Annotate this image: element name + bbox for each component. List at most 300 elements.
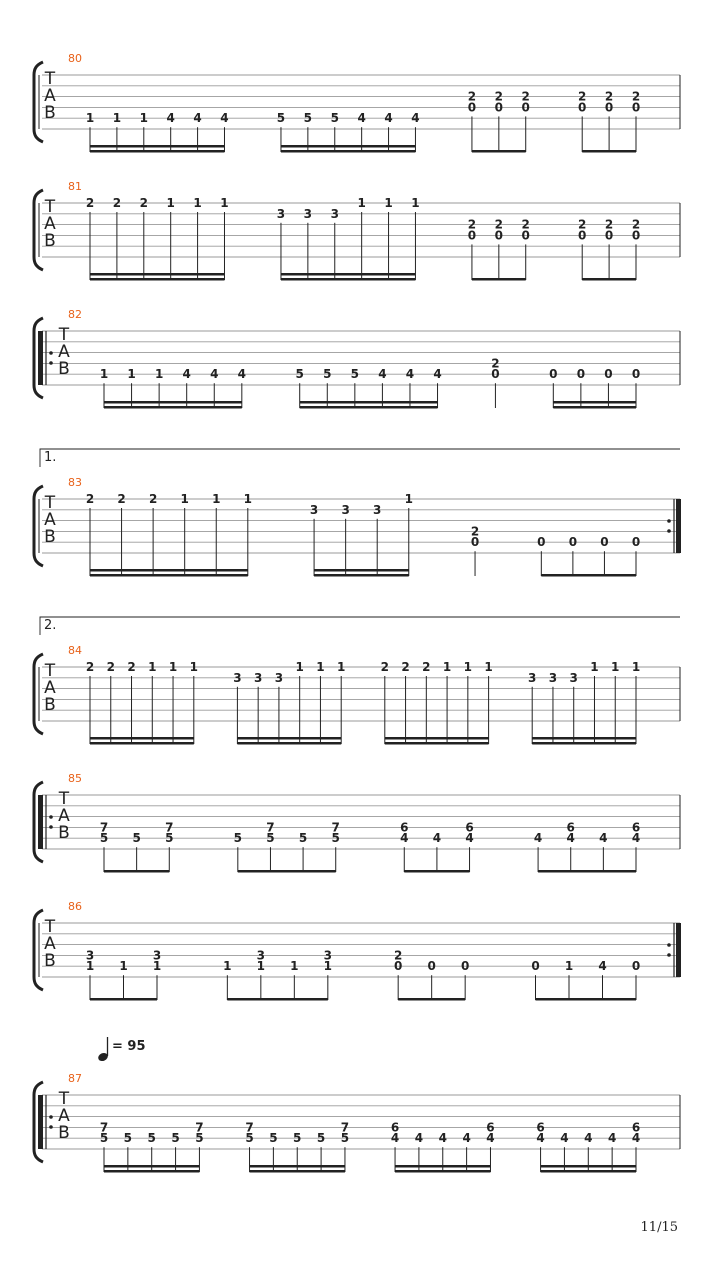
fret-number: 7 — [99, 820, 109, 835]
beam-group — [468, 90, 530, 153]
fret-number: 5 — [165, 831, 174, 846]
beam-group — [100, 367, 246, 408]
fret-number: 6 — [566, 820, 575, 835]
fret-number: 5 — [340, 1131, 350, 1146]
beam — [541, 1165, 636, 1168]
fret-number: 4 — [465, 831, 474, 846]
tempo-marking — [97, 1037, 146, 1063]
beam — [314, 569, 409, 572]
beam — [90, 569, 248, 572]
beam-group — [578, 218, 640, 281]
beam — [532, 737, 636, 740]
beam — [582, 150, 636, 153]
tab-system — [34, 308, 680, 409]
fret-number: 4 — [438, 1131, 447, 1146]
fret-number: 2 — [467, 217, 477, 232]
beam-group — [310, 492, 413, 577]
beam — [404, 870, 469, 873]
fret-number: 0 — [521, 100, 530, 115]
beam-group — [86, 196, 229, 281]
fret-number: 2 — [380, 660, 389, 674]
beam — [90, 742, 194, 745]
beam — [582, 278, 636, 281]
beam — [281, 150, 415, 153]
fret-number: 2 — [578, 89, 587, 104]
tab-clef-letter: T — [44, 493, 56, 513]
repeat-dot — [49, 361, 53, 365]
fret-number: 1 — [411, 196, 420, 210]
repeat-dot — [49, 1115, 53, 1119]
beam — [104, 870, 169, 873]
beam — [104, 401, 242, 404]
beam — [90, 150, 224, 153]
beam — [90, 145, 224, 148]
fret-number: 1 — [119, 959, 128, 974]
fret-number: 5 — [245, 1131, 254, 1146]
fret-number: 4 — [631, 1131, 641, 1146]
beam-group — [100, 820, 174, 872]
fret-number: 4 — [210, 367, 219, 382]
fret-number: 5 — [195, 1131, 204, 1146]
page-number: 11/15 — [640, 1220, 678, 1235]
fret-number: 1 — [189, 660, 198, 674]
beam — [472, 278, 526, 281]
fret-number: 1 — [127, 367, 136, 382]
fret-number: 7 — [245, 1120, 254, 1135]
fret-number: 2 — [604, 89, 614, 104]
fret-number: 4 — [433, 367, 442, 382]
fret-number: 3 — [309, 502, 319, 517]
fret-number: 1 — [212, 492, 221, 506]
tab-clef-letter: T — [44, 917, 56, 937]
fret-number: 2 — [148, 492, 158, 506]
fret-number: 0 — [393, 959, 403, 974]
fret-number: 2 — [467, 89, 477, 104]
fret-number: 6 — [400, 820, 409, 835]
fret-number: 5 — [293, 1131, 302, 1146]
beam — [541, 574, 636, 577]
fret-number: 2 — [117, 492, 126, 506]
repeat-end-thick-bar — [676, 499, 681, 553]
tab-clef-letter: A — [44, 214, 56, 234]
repeat-dot — [667, 519, 671, 523]
fret-number: 1 — [463, 660, 473, 674]
beam-group — [100, 1120, 204, 1172]
fret-number: 5 — [132, 831, 141, 846]
fret-number: 1 — [99, 367, 109, 382]
fret-number: 4 — [560, 1131, 569, 1146]
fret-number: 0 — [576, 367, 586, 382]
repeat-dot — [667, 943, 671, 947]
tab-clef-letter: B — [44, 231, 56, 251]
fret-number: 2 — [521, 217, 530, 232]
measure-number: 85 — [68, 772, 82, 785]
fret-number: 5 — [350, 367, 360, 382]
repeat-dot — [667, 529, 671, 533]
measure-number: 80 — [68, 52, 82, 65]
fret-number: 1 — [564, 959, 574, 974]
beam — [395, 1165, 490, 1168]
fret-number: 0 — [568, 535, 578, 550]
tab-clef-letter: A — [44, 86, 56, 106]
fret-number: 0 — [604, 367, 613, 382]
tab-clef-letter: A — [44, 678, 56, 698]
beam — [104, 406, 242, 409]
fret-number: 1 — [166, 196, 175, 210]
fret-number: 1 — [384, 196, 393, 210]
fret-number: 1 — [193, 196, 202, 210]
fret-number: 5 — [331, 831, 340, 846]
beam-group — [528, 660, 640, 745]
fret-number: 6 — [536, 1120, 545, 1135]
beam — [472, 150, 526, 153]
beam-group — [536, 1120, 640, 1172]
fret-number: 2 — [470, 524, 480, 539]
fret-number: 5 — [295, 367, 304, 382]
fret-number: 4 — [357, 111, 366, 126]
fret-number: 6 — [631, 820, 641, 835]
fret-number: 2 — [491, 356, 500, 371]
fret-number: 2 — [401, 660, 410, 674]
repeat-start-thick-bar — [38, 331, 43, 385]
fret-number: 0 — [578, 100, 587, 115]
beam — [398, 998, 465, 1001]
fret-number: 5 — [99, 1131, 109, 1146]
fret-number: 4 — [414, 1131, 424, 1146]
fret-number: 1 — [316, 660, 325, 674]
fret-number: 2 — [393, 948, 403, 963]
fret-number: 0 — [578, 228, 587, 243]
beam — [90, 998, 157, 1001]
fret-number: 7 — [195, 1120, 204, 1135]
beam — [104, 1165, 199, 1168]
fret-number: 6 — [390, 1120, 400, 1135]
fret-number: 4 — [384, 111, 393, 126]
beam — [385, 737, 489, 740]
beam-group — [381, 660, 493, 745]
fret-number: 2 — [106, 660, 115, 674]
fret-number: 1 — [223, 959, 232, 974]
beam — [385, 742, 489, 745]
fret-number: 2 — [578, 217, 587, 232]
measure-number: 84 — [68, 644, 82, 657]
fret-number: 0 — [604, 100, 614, 115]
fret-number: 0 — [427, 959, 436, 974]
tab-clef-letter: T — [58, 325, 70, 345]
beam — [536, 998, 636, 1001]
fret-number: 1 — [139, 111, 148, 126]
fret-number: 0 — [531, 959, 540, 974]
fret-number: 4 — [182, 367, 191, 382]
fret-number: 1 — [180, 492, 189, 506]
volta-bracket — [40, 617, 680, 635]
fret-number: 1 — [611, 660, 620, 674]
fret-number: 0 — [521, 228, 530, 243]
fret-number: 5 — [298, 831, 308, 846]
fret-number: 2 — [631, 89, 641, 104]
tab-system — [34, 617, 680, 745]
fret-number: 4 — [607, 1131, 617, 1146]
beam — [237, 737, 341, 740]
tab-clef-letter: T — [44, 69, 56, 89]
beam-group — [86, 111, 229, 152]
fret-number: 5 — [316, 1131, 326, 1146]
fret-number: 4 — [598, 959, 607, 974]
tab-clef-letter: B — [58, 1123, 70, 1143]
fret-number: 0 — [604, 228, 614, 243]
fret-number: 4 — [378, 367, 387, 382]
repeat-dot — [49, 1125, 53, 1129]
fret-number: 3 — [85, 948, 95, 963]
fret-number: 3 — [373, 502, 382, 517]
beam — [541, 1170, 636, 1173]
beam — [90, 273, 224, 276]
volta-bracket — [40, 449, 680, 467]
fret-number: 4 — [536, 1131, 545, 1146]
fret-number: 4 — [533, 831, 543, 846]
fret-number: 0 — [467, 228, 477, 243]
beam — [281, 278, 415, 281]
fret-number: 4 — [405, 367, 415, 382]
beam — [90, 737, 194, 740]
beam — [281, 145, 415, 148]
fret-number: 1 — [295, 660, 304, 674]
measure-number: 82 — [68, 308, 82, 321]
beam — [532, 742, 636, 745]
beam-group — [245, 1120, 349, 1172]
fret-number: 4 — [566, 831, 575, 846]
beam — [90, 574, 248, 577]
tab-system — [34, 900, 681, 1001]
fret-number: 2 — [494, 217, 504, 232]
tab-clef-letter: A — [58, 806, 70, 826]
beam-group — [471, 524, 479, 576]
beam — [90, 278, 224, 281]
beam-group — [391, 1120, 495, 1172]
tab-clef-letter: B — [58, 359, 70, 379]
fret-number: 5 — [269, 1131, 278, 1146]
fret-number: 2 — [139, 196, 148, 210]
fret-number: 3 — [276, 206, 286, 221]
fret-number: 3 — [330, 206, 339, 221]
fret-number: 0 — [494, 228, 504, 243]
fret-number: 3 — [233, 670, 242, 685]
fret-number: 1 — [323, 959, 333, 974]
beam — [314, 574, 409, 577]
fret-number: 0 — [631, 959, 641, 974]
beam — [104, 1170, 199, 1173]
volta-label: 2. — [44, 618, 57, 633]
fret-number: 1 — [112, 111, 122, 126]
fret-number: 0 — [631, 228, 641, 243]
repeat-start-thick-bar — [38, 1095, 43, 1149]
tab-clef-letter: T — [58, 1089, 70, 1109]
fret-number: 1 — [337, 660, 346, 674]
fret-number: 4 — [599, 831, 608, 846]
fret-number: 4 — [411, 111, 420, 126]
tab-system — [34, 52, 680, 153]
fret-number: 3 — [323, 948, 333, 963]
fret-number: 0 — [467, 100, 477, 115]
fret-number: 1 — [442, 660, 452, 674]
fret-number: 4 — [486, 1131, 495, 1146]
fret-number: 1 — [148, 660, 157, 674]
beam — [395, 1170, 490, 1173]
repeat-dot — [49, 825, 53, 829]
fret-number: 1 — [484, 660, 493, 674]
tab-clef-letter: B — [44, 527, 56, 547]
beam-group — [86, 492, 252, 577]
tab-system — [34, 449, 681, 577]
beam-group — [277, 111, 420, 152]
tempo-bpm: = 95 — [112, 1039, 146, 1054]
fret-number: 1 — [631, 660, 641, 674]
beam — [237, 742, 341, 745]
fret-number: 6 — [631, 1120, 641, 1135]
fret-number: 1 — [256, 959, 266, 974]
repeat-dot — [49, 815, 53, 819]
beam — [300, 401, 438, 404]
fret-number: 3 — [274, 670, 284, 685]
fret-number: 6 — [486, 1120, 495, 1135]
beam — [227, 998, 327, 1001]
fret-number: 3 — [548, 670, 558, 685]
beam — [250, 1165, 345, 1168]
fret-number: 7 — [266, 820, 275, 835]
fret-number: 0 — [600, 535, 609, 550]
fret-number: 3 — [341, 502, 350, 517]
beam-group — [233, 660, 345, 745]
beam-group — [468, 218, 530, 281]
fret-number: 5 — [323, 367, 332, 382]
fret-number: 0 — [460, 959, 470, 974]
fret-number: 5 — [171, 1131, 180, 1146]
measure-number: 86 — [68, 900, 82, 913]
fret-number: 5 — [147, 1131, 156, 1146]
fret-number: 0 — [470, 535, 480, 550]
fret-number: 0 — [494, 100, 504, 115]
fret-number: 5 — [123, 1131, 133, 1146]
fret-number: 4 — [432, 831, 442, 846]
tab-clef-letter: T — [44, 197, 56, 217]
fret-number: 1 — [85, 111, 95, 126]
beam-group — [223, 948, 332, 1000]
fret-number: 7 — [99, 1120, 109, 1135]
beam-group — [296, 367, 442, 408]
fret-number: 2 — [521, 89, 530, 104]
fret-number: 7 — [340, 1120, 350, 1135]
beam-group — [537, 535, 640, 576]
fret-number: 2 — [494, 89, 504, 104]
fret-number: 0 — [537, 535, 546, 550]
fret-number: 5 — [330, 111, 339, 126]
fret-number: 4 — [390, 1131, 400, 1146]
fret-number: 4 — [237, 367, 247, 382]
fret-number: 1 — [243, 492, 252, 506]
fret-number: 1 — [85, 959, 95, 974]
fret-number: 4 — [193, 111, 202, 126]
fret-number: 1 — [357, 196, 366, 210]
beam-group — [549, 367, 640, 408]
fret-number: 5 — [99, 831, 109, 846]
beam-group — [86, 660, 198, 745]
beam — [281, 273, 415, 276]
fret-number: 3 — [253, 670, 263, 685]
repeat-dot — [49, 351, 53, 355]
tab-clef-letter: A — [58, 342, 70, 362]
fret-number: 5 — [276, 111, 286, 126]
fret-number: 1 — [590, 660, 599, 674]
fret-number: 4 — [220, 111, 229, 126]
fret-number: 4 — [584, 1131, 593, 1146]
fret-number: 4 — [166, 111, 175, 126]
repeat-end-thick-bar — [676, 923, 681, 977]
measure-number: 81 — [68, 180, 82, 193]
fret-number: 2 — [85, 660, 95, 674]
fret-number: 1 — [152, 959, 162, 974]
fret-number: 5 — [303, 111, 313, 126]
beam-group — [531, 959, 640, 1000]
fret-number: 1 — [404, 492, 413, 506]
tab-clef-letter: A — [44, 934, 56, 954]
fret-number: 2 — [604, 217, 614, 232]
beam-group — [491, 356, 499, 408]
tab-system — [34, 180, 680, 281]
tab-clef-letter: T — [44, 661, 56, 681]
fret-number: 0 — [631, 367, 641, 382]
beam-group — [394, 948, 469, 1000]
tab-clef-letter: B — [44, 103, 56, 123]
beam — [300, 406, 438, 409]
fret-number: 1 — [154, 367, 164, 382]
tab-system — [34, 772, 680, 873]
tab-clef-letter: B — [58, 823, 70, 843]
beam-group — [86, 948, 161, 1000]
beam-group — [234, 820, 340, 872]
fret-number: 2 — [112, 196, 122, 210]
fret-number: 2 — [85, 196, 95, 210]
fret-number: 4 — [462, 1131, 471, 1146]
tab-clef-letter: A — [58, 1106, 70, 1126]
beam — [238, 870, 336, 873]
fret-number: 7 — [331, 820, 340, 835]
fret-number: 1 — [220, 196, 229, 210]
beam — [250, 1170, 345, 1173]
fret-number: 7 — [165, 820, 174, 835]
beam-group — [534, 820, 640, 872]
tab-system — [34, 1037, 680, 1173]
fret-number: 0 — [631, 100, 641, 115]
volta-label: 1. — [44, 450, 57, 465]
measure-number: 87 — [68, 1072, 82, 1085]
measure-number: 83 — [68, 476, 82, 489]
fret-number: 5 — [233, 831, 242, 846]
tab-clef-letter: B — [44, 951, 56, 971]
repeat-start-thick-bar — [38, 795, 43, 849]
fret-number: 2 — [85, 492, 95, 506]
tab-clef-letter: T — [58, 789, 70, 809]
fret-number: 0 — [631, 535, 641, 550]
fret-number: 3 — [528, 670, 537, 685]
fret-number: 3 — [152, 948, 162, 963]
fret-number: 1 — [290, 959, 299, 974]
repeat-dot — [667, 953, 671, 957]
fret-number: 0 — [549, 367, 558, 382]
fret-number: 0 — [491, 367, 500, 382]
fret-number: 6 — [465, 820, 474, 835]
fret-number: 2 — [127, 660, 136, 674]
fret-number: 4 — [631, 831, 641, 846]
